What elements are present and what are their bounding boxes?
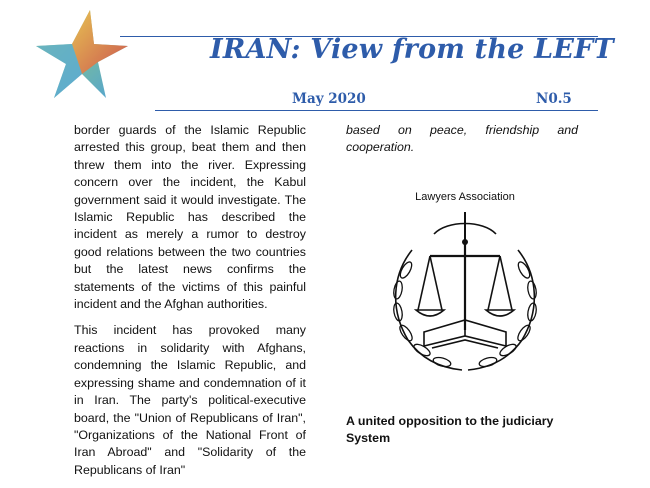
right-column-intro: based on peace, friendship and cooperation. xyxy=(346,123,578,155)
newsletter-title: IRAN: View from the LEFT xyxy=(210,34,614,65)
paragraph: border guards of the Islamic Republic arrested this group, beat them and then threw them into the river. Expressing concern over the incident, the Kabul government said it would investigate. The Islamic Republic has described the incident as merely a rumor to destroy good relations between the two countries but the latest news confirms the statements of the victims of this painful incident and the Afghan authorities. xyxy=(74,123,306,312)
section-heading: A united opposition to the judiciary System xyxy=(346,414,554,445)
header-rule-bottom xyxy=(155,110,598,111)
seal-label: Lawyers Association xyxy=(415,191,515,203)
issue-number: N0.5 xyxy=(536,91,572,107)
paragraph: This incident has provoked many reactions in solidarity with Afghans, condemning the Islamic Republic, and expressing shame and condemnation of it in Iran. The party's political-executive board, the "Union of Republicans of Iran", "Organizations of the National Front of Iran Abroad" and "Solidarity of the Republicans of Iran" xyxy=(74,323,306,477)
star-logo-icon xyxy=(32,6,132,106)
lawyers-association-seal-icon xyxy=(372,190,558,380)
issue-date: May 2020 xyxy=(292,91,366,107)
left-column xyxy=(74,122,306,488)
